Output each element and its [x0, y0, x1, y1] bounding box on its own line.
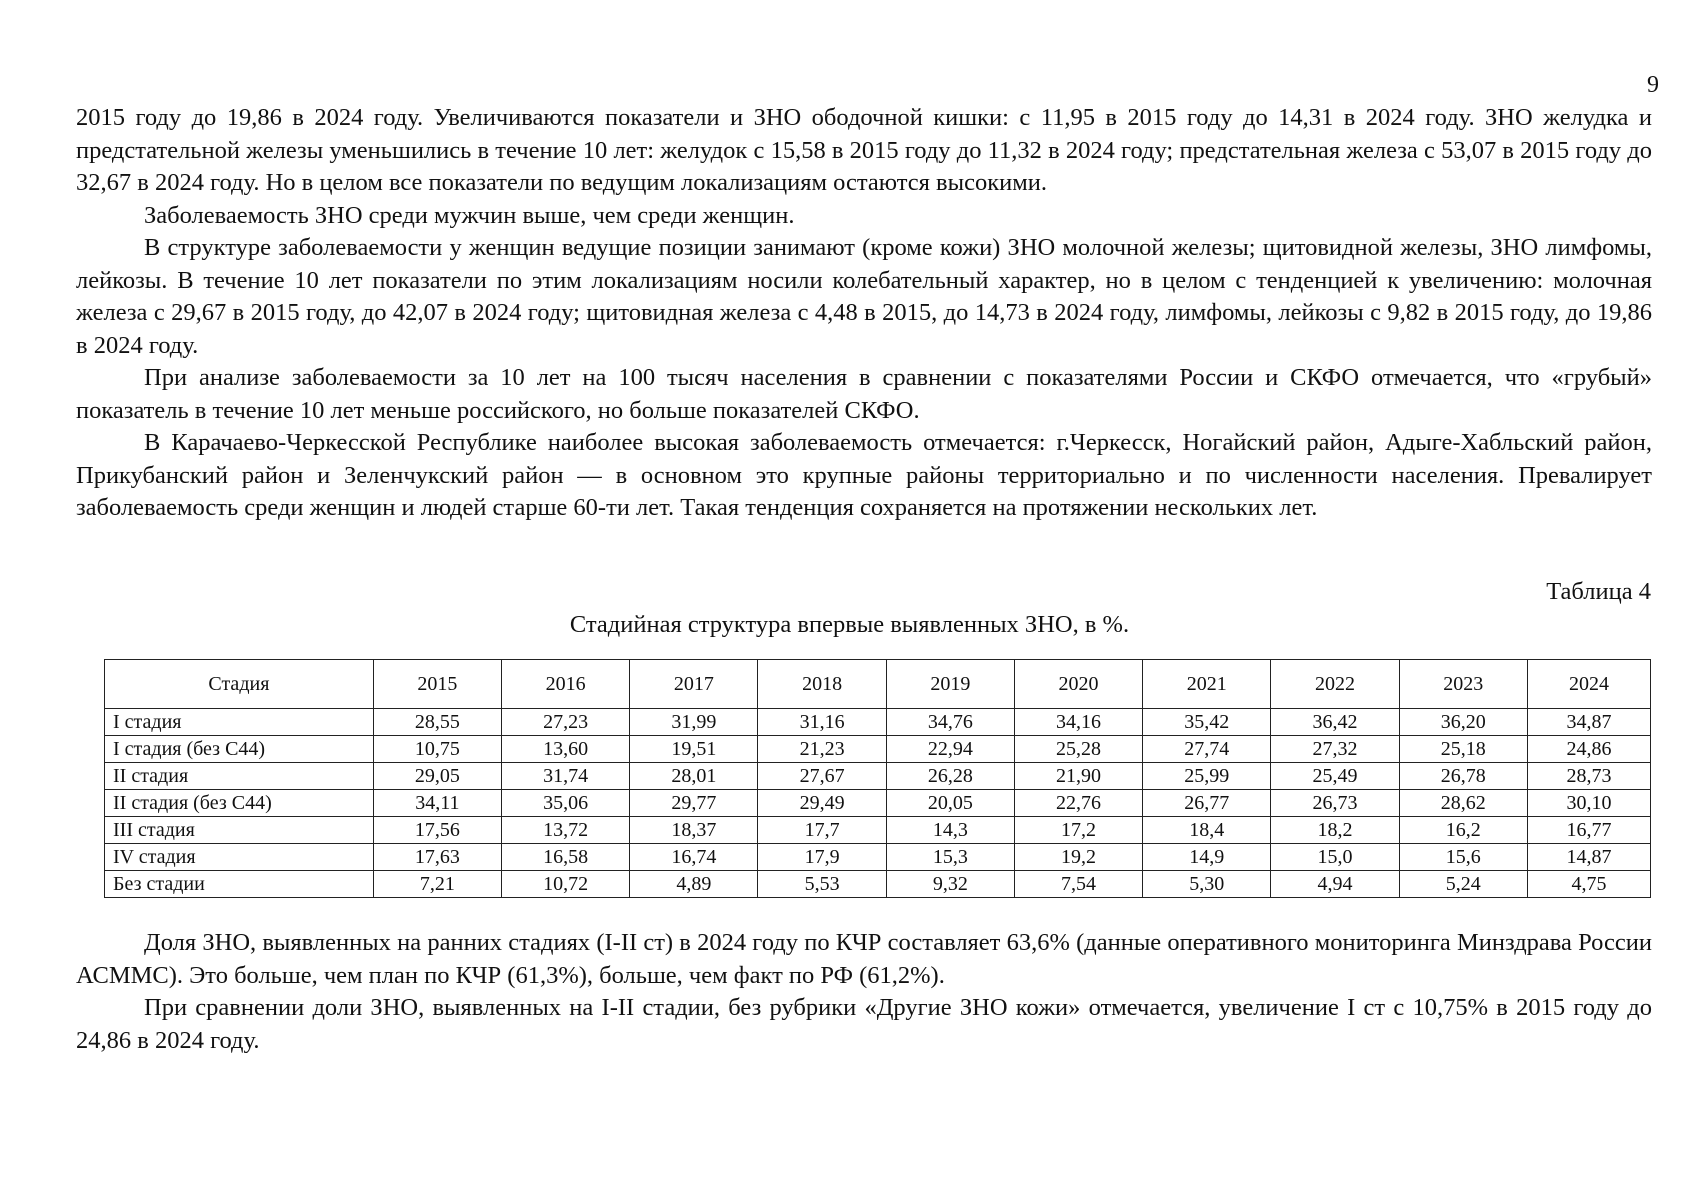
table-header-row [105, 660, 1651, 709]
column-header-year: 2016 [502, 660, 630, 709]
table-cell: 24,86 [1527, 736, 1650, 763]
table-cell: 34,16 [1014, 709, 1142, 736]
table-cell: 27,67 [758, 763, 886, 790]
column-header-year: 2024 [1527, 660, 1650, 709]
table-cell: 18,37 [630, 817, 758, 844]
table-cell: 21,23 [758, 736, 886, 763]
table-cell: 17,56 [373, 817, 501, 844]
table-cell: 31,99 [630, 709, 758, 736]
table-cell: 34,11 [373, 790, 501, 817]
table-cell: 13,60 [502, 736, 630, 763]
table-cell: 35,42 [1143, 709, 1271, 736]
column-header-stage: Стадия [105, 660, 374, 709]
table-cell: 27,32 [1271, 736, 1399, 763]
table-cell: 17,63 [373, 844, 501, 871]
table-cell: 36,20 [1399, 709, 1527, 736]
table-cell: 17,9 [758, 844, 886, 871]
table-cell: 34,76 [886, 709, 1014, 736]
table-row [105, 763, 1651, 790]
bottom-text-block [76, 927, 1652, 1057]
table-cell: 27,23 [502, 709, 630, 736]
table-cell: 16,74 [630, 844, 758, 871]
table-row [105, 790, 1651, 817]
paragraph: Доля ЗНО, выявленных на ранних стадиях (I-II ст) в 2024 году по КЧР составляет 63,6% (данные оперативного мониторинга Минздрава России АСММС). Это больше, чем план по КЧР (61,3%), больше, чем факт по РФ (61,2%). [76, 929, 1652, 989]
paragraph: В Карачаево-Черкесской Республике наиболее высокая заболеваемость отмечается: г.Черкесск, Ногайский район, Адыге-Хабльский район, Прикубанский район и Зеленчукский район — в основном это крупные районы территориально и по численности населения. Превалирует заболеваемость среди женщин и людей старше 60-ти лет. Такая тенденция сохраняется на протяжении нескольких лет. [76, 429, 1652, 521]
top-text-block [76, 102, 1652, 525]
table-cell: 5,30 [1143, 871, 1271, 898]
table-cell: 14,87 [1527, 844, 1650, 871]
table-cell: 25,28 [1014, 736, 1142, 763]
table-row [105, 709, 1651, 736]
table-cell: 26,78 [1399, 763, 1527, 790]
table-cell: 28,55 [373, 709, 501, 736]
table-cell: 9,32 [886, 871, 1014, 898]
table-cell: 4,94 [1271, 871, 1399, 898]
table-cell: 15,6 [1399, 844, 1527, 871]
table-cell: 35,06 [502, 790, 630, 817]
table-cell: 17,2 [1014, 817, 1142, 844]
table-row [105, 817, 1651, 844]
column-header-year: 2018 [758, 660, 886, 709]
table-cell: 25,49 [1271, 763, 1399, 790]
table-cell: 26,28 [886, 763, 1014, 790]
table-cell: 20,05 [886, 790, 1014, 817]
paragraph: В структуре заболеваемости у женщин ведущие позиции занимают (кроме кожи) ЗНО молочной железы; щитовидной железы, ЗНО лимфомы, лейкозы. В течение 10 лет показатели по этим локализациям носили колебательный характер, но в целом с тенденцией к увеличению: молочная железа с 29,67 в 2015 году, до 42,07 в 2024 году; щитовидная железа с 4,48 в 2015, до 14,73 в 2024 году, лимфомы, лейкозы с 9,82 в 2015 году, до 19,86 в 2024 году. [76, 234, 1652, 359]
column-header-year: 2021 [1143, 660, 1271, 709]
table-cell: 29,77 [630, 790, 758, 817]
table-cell: 31,74 [502, 763, 630, 790]
row-label: Без стадии [105, 871, 374, 898]
table-row [105, 844, 1651, 871]
table-cell: 14,9 [1143, 844, 1271, 871]
table-cell: 4,75 [1527, 871, 1650, 898]
table-cell: 18,2 [1271, 817, 1399, 844]
table-cell: 30,10 [1527, 790, 1650, 817]
table-label: Таблица 4 [1546, 578, 1651, 605]
row-label: III стадия [105, 817, 374, 844]
table-row [105, 736, 1651, 763]
table-cell: 29,05 [373, 763, 501, 790]
table-cell: 18,4 [1143, 817, 1271, 844]
paragraph: Заболеваемость ЗНО среди мужчин выше, чем среди женщин. [144, 201, 795, 229]
row-label: IV стадия [105, 844, 374, 871]
table-caption: Стадийная структура впервые выявленных ЗНО, в %. [569, 611, 1130, 638]
paragraph-continuation: 2015 году до 19,86 в 2024 году. Увеличиваются показатели и ЗНО ободочной кишки: с 11,95 в 2015 году до 14,31 в 2024 году. ЗНО желудка и предстательной железы уменьшились в течение 10 лет: желудок с 15,58 в 2015 году до 11,32 в 2024 году; предстательная железа с 53,07 в 2015 году до 32,67 в 2024 году. Но в целом все показатели по ведущим локализациям остаются высокими. [76, 104, 1652, 196]
table-cell: 10,75 [373, 736, 501, 763]
table-cell: 14,3 [886, 817, 1014, 844]
table-cell: 28,62 [1399, 790, 1527, 817]
table-cell: 7,54 [1014, 871, 1142, 898]
table-cell: 22,94 [886, 736, 1014, 763]
table-cell: 17,7 [758, 817, 886, 844]
page-number: 9 [1647, 72, 1659, 98]
row-label: II стадия [105, 763, 374, 790]
row-label: I стадия [105, 709, 374, 736]
column-header-year: 2019 [886, 660, 1014, 709]
table-cell: 15,0 [1271, 844, 1399, 871]
row-label: I стадия (без С44) [105, 736, 374, 763]
table-row [105, 871, 1651, 898]
table-cell: 25,99 [1143, 763, 1271, 790]
table-cell: 16,2 [1399, 817, 1527, 844]
table-cell: 7,21 [373, 871, 501, 898]
table-cell: 5,24 [1399, 871, 1527, 898]
column-header-year: 2015 [373, 660, 501, 709]
paragraph: При анализе заболеваемости за 10 лет на 100 тысяч населения в сравнении с показателями России и СКФО отмечается, что «грубый» показатель в течение 10 лет меньше российского, но больше показателей СКФО. [76, 364, 1652, 424]
table-cell: 16,77 [1527, 817, 1650, 844]
column-header-year: 2023 [1399, 660, 1527, 709]
table-cell: 28,01 [630, 763, 758, 790]
table-cell: 10,72 [502, 871, 630, 898]
table-cell: 21,90 [1014, 763, 1142, 790]
table-cell: 15,3 [886, 844, 1014, 871]
table-cell: 19,51 [630, 736, 758, 763]
column-header-year: 2022 [1271, 660, 1399, 709]
table-cell: 28,73 [1527, 763, 1650, 790]
table-cell: 22,76 [1014, 790, 1142, 817]
table-cell: 26,73 [1271, 790, 1399, 817]
table-cell: 29,49 [758, 790, 886, 817]
stage-structure-table [104, 659, 1651, 898]
table-cell: 26,77 [1143, 790, 1271, 817]
table-cell: 19,2 [1014, 844, 1142, 871]
table-cell: 25,18 [1399, 736, 1527, 763]
table-cell: 5,53 [758, 871, 886, 898]
paragraph: При сравнении доли ЗНО, выявленных на I-II стадии, без рубрики «Другие ЗНО кожи» отмечается, увеличение I ст с 10,75% в 2015 году до 24,86 в 2024 году. [76, 994, 1652, 1054]
table-cell: 16,58 [502, 844, 630, 871]
column-header-year: 2017 [630, 660, 758, 709]
row-label: II стадия (без С44) [105, 790, 374, 817]
table-cell: 31,16 [758, 709, 886, 736]
table-cell: 27,74 [1143, 736, 1271, 763]
table-cell: 13,72 [502, 817, 630, 844]
table-cell: 36,42 [1271, 709, 1399, 736]
table-cell: 34,87 [1527, 709, 1650, 736]
column-header-year: 2020 [1014, 660, 1142, 709]
table-cell: 4,89 [630, 871, 758, 898]
